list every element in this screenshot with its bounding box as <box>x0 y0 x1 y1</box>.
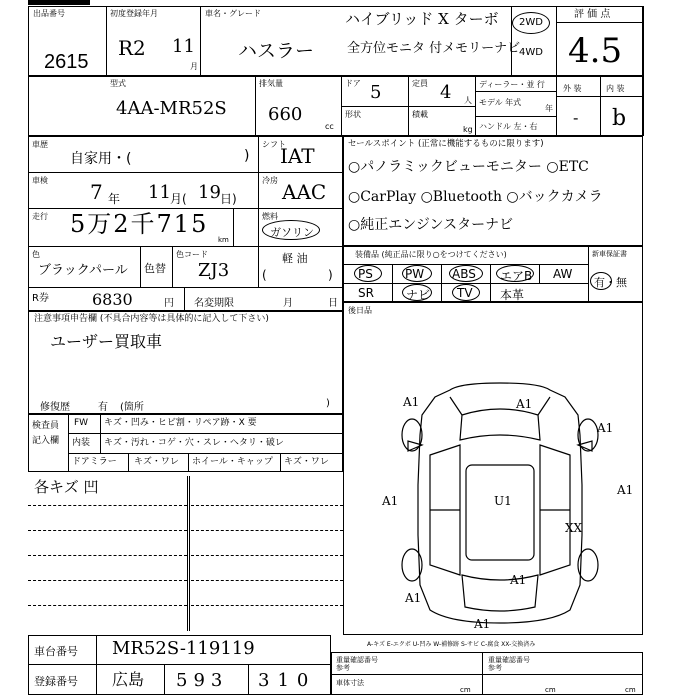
plate-area: 広島 <box>112 670 145 689</box>
fuel-diesel-open: ( <box>262 268 267 282</box>
car-name-label: 車名・グレード <box>205 9 261 18</box>
car-name: ハスラー <box>238 40 315 62</box>
name-change-month: 月 <box>283 298 293 309</box>
notes-title: 注意事項申告欄 (不具合内容等は具体的に記入して下さい) <box>34 314 269 324</box>
exterior-label: 外 装 <box>563 84 582 93</box>
inspection-month: 11 <box>148 182 171 203</box>
ac: AAC <box>282 180 327 204</box>
shift: IAT <box>280 144 315 168</box>
interior-score: b <box>612 106 627 131</box>
mileage: 5万2千715 <box>70 210 209 238</box>
grade: ハイブリッド X ターボ <box>345 10 499 28</box>
car-damage-diagram <box>390 375 640 630</box>
chassis-number: MR52S-119119 <box>112 638 255 659</box>
damage-mark-roof: U1 <box>494 494 512 508</box>
equipment-title: 装備品 (純正品に限り○をつけてください) <box>355 250 507 259</box>
model-year-label: モデル 年式 <box>479 98 522 107</box>
first-reg-month-unit: 月 <box>190 62 198 71</box>
exterior-score: - <box>573 108 579 127</box>
doors: 5 <box>370 82 382 103</box>
selling-point-2: ○CarPlay ○Bluetooth ○バックカメラ <box>348 189 603 205</box>
equip-navi: ナビ <box>406 288 431 302</box>
diagram-legend: A-キズ E-エクボ U-凹み W-補修跡 S-サビ C-腐食 XX-交換済み <box>367 641 536 648</box>
damage-mark-rear: A1 <box>510 573 527 587</box>
model-label: 型式 <box>110 79 126 88</box>
damage-mark-rear-door: XX <box>565 521 583 535</box>
color-label: 色 <box>32 250 40 259</box>
color-change-label: 色替 <box>144 262 166 275</box>
km-unit: km <box>218 236 229 244</box>
inspector-wheel: ホイール・キャップ <box>192 457 273 467</box>
plate-label: 登録番号 <box>34 675 78 688</box>
capacity-unit: 人 <box>464 96 472 105</box>
first-reg-era: R2 <box>118 36 146 60</box>
usage-close: ) <box>244 148 250 164</box>
damage-mark-rear-left: A1 <box>405 591 422 605</box>
inspection-label: 車検 <box>32 176 48 185</box>
cm-unit-1: cm <box>460 686 471 694</box>
inspection-day-unit: 日) <box>220 192 237 206</box>
inspector-mirror: ドアミラー <box>72 457 117 467</box>
handle-label: ハンドル 左・右 <box>479 122 538 131</box>
interior-label: 内 装 <box>606 84 625 93</box>
plate-class: 593 <box>176 670 229 691</box>
warranty-value: 有・無 <box>594 276 627 289</box>
inspection-day: 19 <box>198 182 221 203</box>
load-label: 積載 <box>412 110 428 119</box>
usage-label: 車歴 <box>32 140 48 149</box>
chassis-label: 車台番号 <box>34 645 78 658</box>
header-tab <box>28 0 90 5</box>
ref-label-right: 参考 <box>488 664 502 672</box>
fuel-label: 燃料 <box>262 212 278 221</box>
fuel-gas: ガソリン <box>270 226 314 239</box>
equip-airbag: エアB <box>500 269 533 283</box>
inspector-mirror-items: キズ・ワレ <box>134 457 179 467</box>
color: ブラックパール <box>38 263 128 278</box>
inspection-month-unit: 月( <box>170 192 187 206</box>
damage-mark-front: A1 <box>516 397 533 411</box>
recycle-fee: 6830 <box>92 290 133 309</box>
lot-number-label: 出品番号 <box>33 9 65 18</box>
year-unit: 年 <box>545 104 553 113</box>
selling-point-3: ○純正エンジンスターナビ <box>348 217 514 233</box>
yen-unit: 円 <box>164 298 174 309</box>
damage-mark-front-right: A1 <box>597 421 614 435</box>
lot-number: 2615 <box>44 51 89 73</box>
name-change-label: 名変期限 <box>194 298 234 309</box>
fuel-diesel-close: ) <box>328 268 333 282</box>
notes-content: ユーザー買取車 <box>50 332 163 351</box>
first-reg-month: 11 <box>172 36 195 57</box>
capacity-label: 定員 <box>412 79 428 88</box>
capacity: 4 <box>440 82 452 103</box>
ac-label: 冷房 <box>262 176 278 185</box>
mileage-label: 走行 <box>32 212 48 221</box>
cm-unit-2: cm <box>545 686 556 694</box>
kg-unit: kg <box>463 125 473 134</box>
equip-sr: SR <box>358 286 374 300</box>
cc-unit: cc <box>325 122 334 131</box>
inspector-label-1: 検査員 <box>32 421 60 431</box>
selling-points-title: セールスポイント (正常に機能するものに限ります) <box>348 139 544 149</box>
inspector-wheel-items: キズ・ワレ <box>284 457 329 467</box>
equip-abs: ABS <box>452 267 476 281</box>
chassis-confirm-label: 重量確認番号 <box>336 656 378 664</box>
name-change-day: 日 <box>328 298 338 309</box>
color-code-label: 色コード <box>176 250 208 259</box>
score-label: 評 価 点 <box>574 9 611 20</box>
damage-mark-left: A1 <box>382 494 399 508</box>
repair-label: 修復歴 <box>40 402 70 413</box>
usage: 自家用・( <box>70 151 132 167</box>
inspection-year-unit: 年 <box>108 192 121 206</box>
inspector-fw-items: キズ・凹み・ヒビ割・リペア跡・X 要 <box>104 418 257 428</box>
equipment-note: 全方位モニタ 付メモリーナビ <box>347 41 521 56</box>
drive-4wd: 4WD <box>519 47 543 58</box>
inspector-label-2: 記入欄 <box>32 436 60 446</box>
repair-close: ) <box>326 398 330 409</box>
equip-leather: 本革 <box>500 288 525 302</box>
damage-mark-front-left: A1 <box>403 395 420 409</box>
displacement-label: 排気量 <box>259 79 283 88</box>
dealer-label: ディーラー・並 行 <box>479 80 545 89</box>
repair-value: 有 <box>98 402 108 413</box>
drive-2wd: 2WD <box>519 17 543 28</box>
equip-tv: TV <box>457 286 473 300</box>
displacement: 660 <box>268 104 303 125</box>
inspector-interior-items: キズ・汚れ・コゲ・穴・スレ・ヘタリ・破レ <box>104 438 284 448</box>
length-label: 車体寸法 <box>336 679 364 687</box>
color-code: ZJ3 <box>198 260 230 281</box>
inspector-interior: 内装 <box>72 438 91 448</box>
fuel-diesel: 軽 油 <box>282 252 308 265</box>
model: 4AA-MR52S <box>116 98 227 119</box>
new-car-warranty-label: 新車保証書 <box>592 250 627 258</box>
chassis-confirm-label-right: 重量確認番号 <box>488 656 530 664</box>
first-reg-label: 初度登録年月 <box>110 9 158 18</box>
damage-mark-right: A1 <box>617 483 634 497</box>
shift-label: シフト <box>262 140 286 149</box>
inspector-fw: FW <box>74 418 89 428</box>
repair-location: (箇所 <box>120 402 144 413</box>
equip-ps: PS <box>358 267 373 281</box>
plate-code: 310 <box>258 670 317 691</box>
inspector-handwritten: 各キズ 凹 <box>34 478 99 496</box>
doors-label: ドア <box>345 79 361 88</box>
score: 4.5 <box>568 31 623 71</box>
equip-pw: PW <box>405 267 425 281</box>
ref-label-left: 参考 <box>336 664 350 672</box>
inspection-year: 7 <box>90 180 103 204</box>
cm-unit-3: cm <box>625 686 636 694</box>
shape-label: 形状 <box>345 110 361 119</box>
damage-mark-bumper: A1 <box>474 617 491 631</box>
rear-note-label: 後日品 <box>348 306 372 315</box>
selling-point-1: ○パノラミックビューモニター ○ETC <box>348 159 589 175</box>
notes-block <box>28 311 343 414</box>
equip-aw: AW <box>553 267 573 281</box>
recycle-label: R券 <box>32 293 49 304</box>
